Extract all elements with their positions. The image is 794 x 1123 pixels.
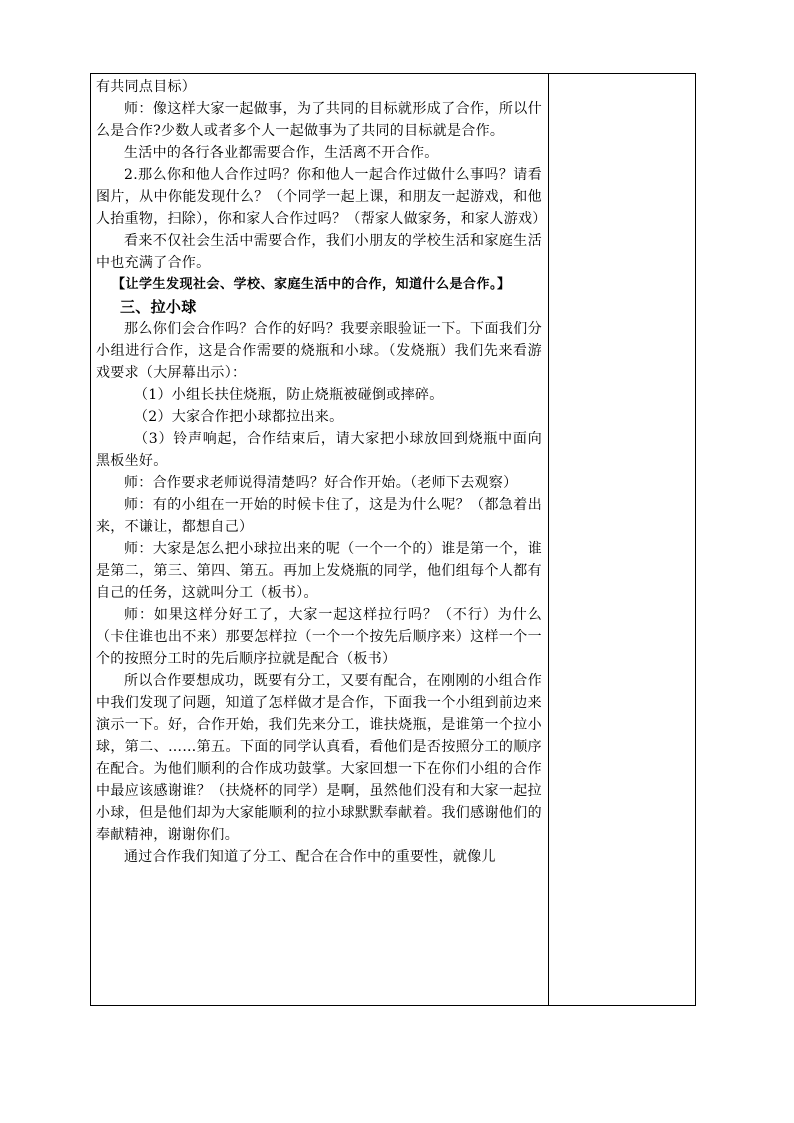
paragraph: 师：如果这样分好工了，大家一起这样拉行吗？（不行）为什么（卡住谁也出不来）那要怎样拉（一个一个按先后顺序来）这样一个一个的按照分工时的先后顺序拉就是配合（板书） (96, 607, 542, 667)
paragraph: 师：有的小组在一开始的时候卡住了，这是为什么呢？（都急着出来，不谦让，都想自己） (96, 497, 542, 535)
paragraph: 那么你们会合作吗？合作的好吗？我要亲眼验证一下。下面我们分小组进行合作，这是合作需要的烧瓶和小球。（发烧瓶）我们先来看游戏要求（大屏幕出示）： (96, 321, 542, 381)
paragraph: 师：像这样大家一起做事，为了共同的目标就形成了合作，所以什么是合作?少数人或者多个人一起做事为了共同的目标就是合作。 (96, 101, 542, 139)
paragraph: 有共同点目标） (96, 79, 197, 95)
lesson-content-cell (96, 76, 547, 868)
paragraph: 师：合作要求老师说得清楚吗？好合作开始。（老师下去观察） (124, 475, 518, 491)
paragraph: 看来不仅社会生活中需要合作，我们小朋友的学校生活和家庭生活中也充满了合作。 (96, 233, 542, 271)
rule-item: （3）铃声响起，合作结束后，请大家把小球放回到烧瓶中面向黑板坐好。 (96, 431, 542, 469)
paragraph: 生活中的各行各业都需要合作，生活离不开合作。 (124, 145, 439, 161)
paragraph: 所以合作要想成功，既要有分工，又要有配合，在刚刚的小组合作中我们发现了问题，知道了怎样做才是合作，下面我一个小组到前边来演示一下。好，合作开始，我们先来分工，谁扶烧瓶，是谁第一个拉小球，第二、……第五。下面的同学认真看，看他们是否按照分工的顺序在配合。为他们顺利的合作成功鼓掌。大家回想一下在你们小组的合作中最应该感谢谁？（扶烧杯的同学）是啊，虽然他们没有和大家一起拉小球，但是他们却为大家能顺利的拉小球默默奉献着。我们感谢他们的奉献精神，谢谢你们。 (96, 673, 542, 843)
rule-item: （2）大家合作把小球都拉出来。 (134, 409, 344, 425)
rule-item: （1）小组长扶住烧瓶，防止烧瓶被碰倒或摔碎。 (134, 387, 444, 403)
teaching-note: 【让学生发现社会、学校、家庭生活中的合作，知道什么是合作。】 (112, 277, 511, 292)
paragraph: 师：大家是怎么把小球拉出来的呢（一个一个的）谁是第一个，谁是第二，第三、第四、第五。再加上发烧瓶的同学，他们组每个人都有自己的任务，这就叫分工（板书）。 (96, 541, 542, 601)
section-heading: 三、拉小球 (120, 298, 197, 316)
column-divider (548, 73, 549, 1006)
paragraph: 通过合作我们知道了分工、配合在合作中的重要性，就像儿 (124, 849, 496, 865)
paragraph: 2.那么你和他人合作过吗？你和他人一起合作过做什么事吗？请看图片，从中你能发现什么？（个同学一起上课，和朋友一起游戏，和他人抬重物，扫除），你和家人合作过吗？（帮家人做家务，和家人游戏） (96, 167, 547, 227)
